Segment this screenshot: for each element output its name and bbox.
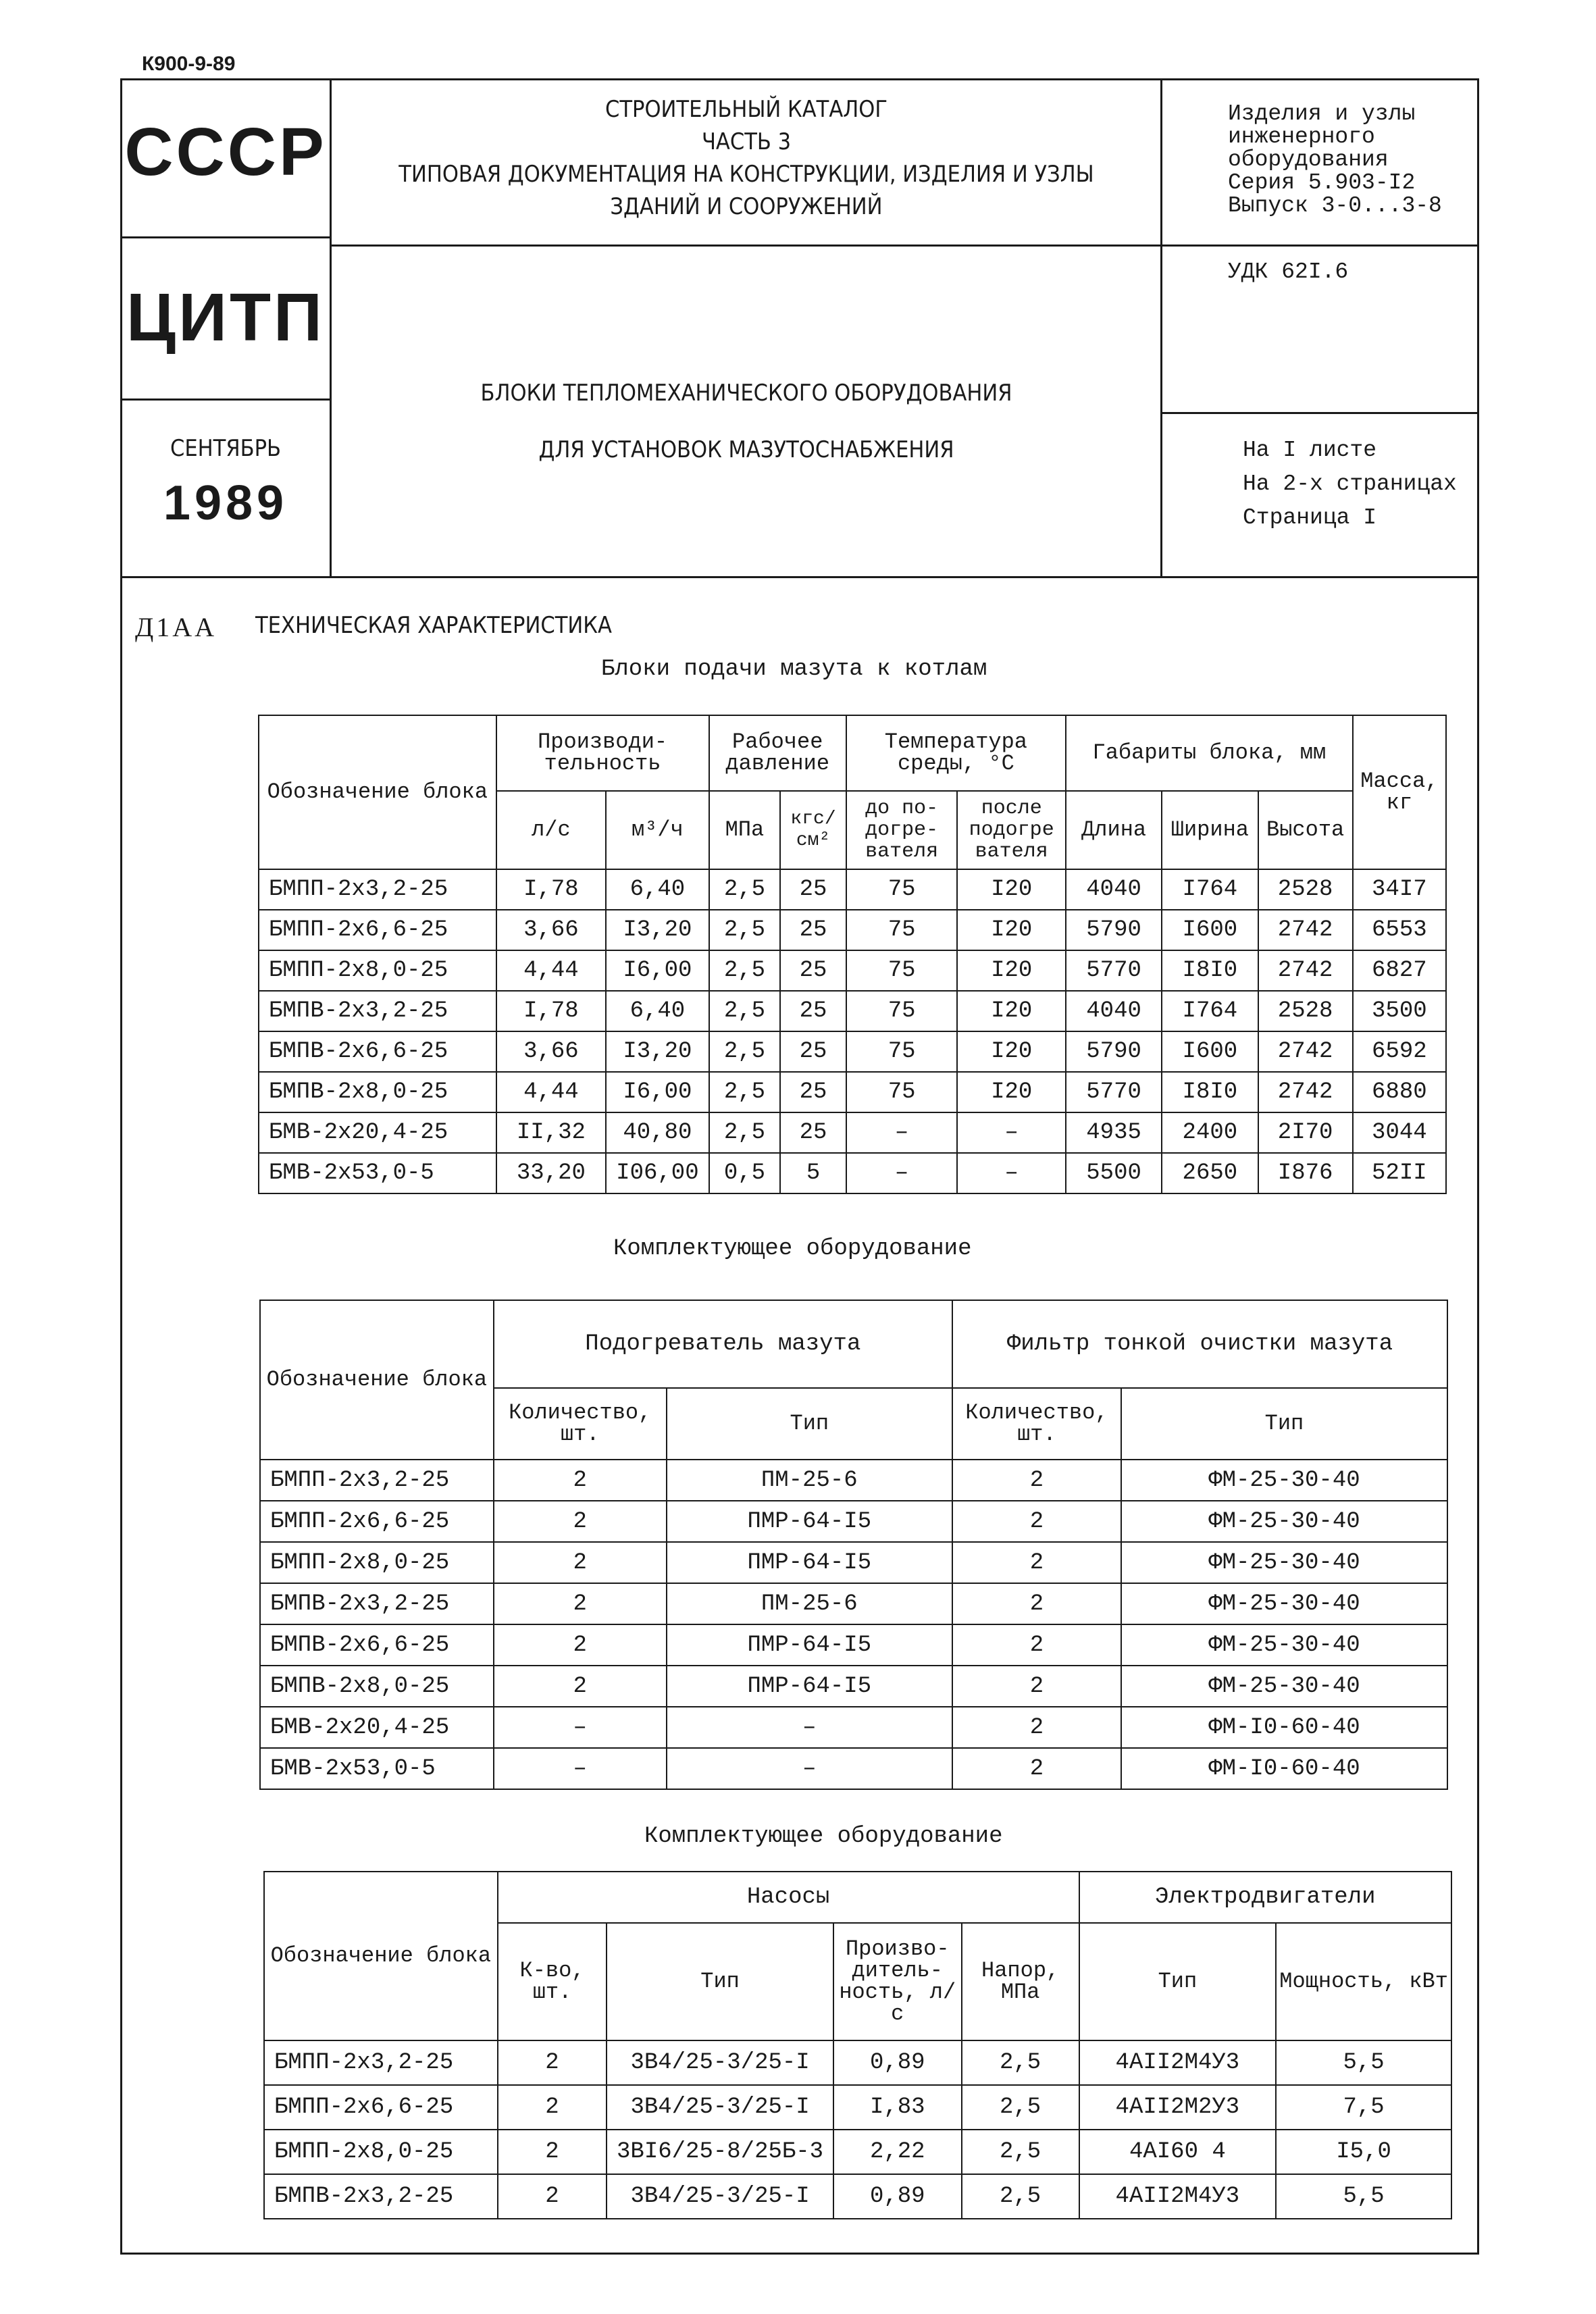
series-line: Изделия и узлы bbox=[1228, 101, 1416, 126]
series-info bbox=[1228, 103, 1471, 217]
table-cell: 25 bbox=[780, 1072, 846, 1112]
t2-h-qty2: Количество, шт. bbox=[952, 1388, 1121, 1460]
table2 bbox=[259, 1300, 1448, 1790]
table-cell: 2528 bbox=[1258, 869, 1353, 910]
table-cell: 2 bbox=[494, 1666, 667, 1707]
table-cell: 2 bbox=[952, 1666, 1121, 1707]
table-cell: 7,5 bbox=[1276, 2085, 1451, 2130]
table-row bbox=[260, 1501, 1447, 1542]
t3-h-type: Тип bbox=[607, 1923, 833, 2040]
table-cell: 2,22 bbox=[833, 2130, 962, 2174]
table1-caption: Блоки подачи мазута к котлам bbox=[601, 657, 987, 682]
t1-h-after: после подогре вателя bbox=[957, 791, 1066, 869]
table-cell: 2I70 bbox=[1258, 1112, 1353, 1153]
table-cell: 2400 bbox=[1162, 1112, 1258, 1153]
table-cell: 2742 bbox=[1258, 1031, 1353, 1072]
table-cell: 5770 bbox=[1066, 1072, 1162, 1112]
table-cell: 25 bbox=[780, 910, 846, 950]
header-bottom-line bbox=[120, 576, 1479, 578]
table-row bbox=[259, 1031, 1446, 1072]
table-cell: – bbox=[667, 1748, 952, 1789]
year-label: 1989 bbox=[163, 476, 288, 530]
table-cell: 2,5 bbox=[709, 910, 781, 950]
table3 bbox=[263, 1871, 1452, 2219]
t1-h-kgs: кгс/см² bbox=[780, 791, 846, 869]
table-cell: I764 bbox=[1162, 991, 1258, 1031]
table-cell: 6553 bbox=[1353, 910, 1446, 950]
table-cell: 3,66 bbox=[496, 910, 607, 950]
table-cell: 25 bbox=[780, 869, 846, 910]
table-cell: ФМ-I0-60-40 bbox=[1121, 1748, 1447, 1789]
t2-h-type1: Тип bbox=[667, 1388, 952, 1460]
table-cell: ФМ-I0-60-40 bbox=[1121, 1707, 1447, 1748]
table-cell: – bbox=[494, 1707, 667, 1748]
table-row bbox=[264, 2174, 1451, 2219]
row-designation: БМВ-2х53,0-5 bbox=[259, 1153, 496, 1193]
table-cell: – bbox=[846, 1112, 958, 1153]
table-cell: I06,00 bbox=[606, 1153, 709, 1193]
table-cell: 3ВI6/25-8/25Б-3 bbox=[607, 2130, 833, 2174]
document-code: К900-9-89 bbox=[142, 53, 236, 75]
table-cell: 2 bbox=[494, 1460, 667, 1501]
row-designation: БМПП-2х8,0-25 bbox=[264, 2130, 498, 2174]
table-row bbox=[260, 1707, 1447, 1748]
table-cell: 2,5 bbox=[709, 1112, 781, 1153]
table-cell: – bbox=[957, 1153, 1066, 1193]
table-cell: 5770 bbox=[1066, 950, 1162, 991]
table-row bbox=[259, 991, 1446, 1031]
table-row bbox=[264, 2040, 1451, 2085]
table-cell: 2,5 bbox=[962, 2085, 1079, 2130]
row-designation: БМПВ-2х6,6-25 bbox=[260, 1624, 494, 1666]
row-designation: БМПВ-2х3,2-25 bbox=[259, 991, 496, 1031]
catalog-line: ЗДАНИЙ И СООРУЖЕНИЙ bbox=[610, 193, 883, 220]
row-designation: БМПП-2х3,2-25 bbox=[259, 869, 496, 910]
table-cell: 4АII2М4У3 bbox=[1079, 2174, 1277, 2219]
table-cell: ФМ-25-30-40 bbox=[1121, 1501, 1447, 1542]
table-cell: ПМ-25-6 bbox=[667, 1583, 952, 1624]
citp-label: ЦИТП bbox=[126, 280, 325, 355]
table-cell: 75 bbox=[846, 910, 958, 950]
table-row bbox=[259, 950, 1446, 991]
table-cell: I764 bbox=[1162, 869, 1258, 910]
t1-h-hei: Высота bbox=[1258, 791, 1353, 869]
sheet-line: На 2-х страницах bbox=[1243, 471, 1457, 496]
table-cell: 2,5 bbox=[962, 2130, 1079, 2174]
table-cell: 4,44 bbox=[496, 950, 607, 991]
t1-h-pressure: Рабочее давление bbox=[709, 715, 846, 791]
header-line-left-2 bbox=[120, 398, 331, 401]
t2-h-designation: Обозначение блока bbox=[260, 1300, 494, 1460]
table-cell: 5 bbox=[780, 1153, 846, 1193]
table-cell: I20 bbox=[957, 950, 1066, 991]
table-row bbox=[259, 1112, 1446, 1153]
table-cell: ФМ-25-30-40 bbox=[1121, 1666, 1447, 1707]
t3-h-head: Напор, МПа bbox=[962, 1923, 1079, 2040]
table-cell: ФМ-25-30-40 bbox=[1121, 1583, 1447, 1624]
table-cell: I20 bbox=[957, 1031, 1066, 1072]
table-cell: 2,5 bbox=[709, 950, 781, 991]
t1-h-capacity: Производи-тельность bbox=[496, 715, 709, 791]
table3-caption: Комплектующее оборудование bbox=[644, 1824, 1003, 1849]
table-cell: ПМР-64-I5 bbox=[667, 1501, 952, 1542]
table-cell: I6,00 bbox=[606, 1072, 709, 1112]
t2-h-filter: Фильтр тонкой очистки мазута bbox=[952, 1300, 1447, 1388]
udk-label: УДК 62I.6 bbox=[1228, 259, 1349, 284]
table-cell: 2 bbox=[952, 1542, 1121, 1583]
table1 bbox=[258, 715, 1447, 1194]
table-cell: 2528 bbox=[1258, 991, 1353, 1031]
table-row bbox=[260, 1624, 1447, 1666]
table-cell: 4,44 bbox=[496, 1072, 607, 1112]
table-cell: 5500 bbox=[1066, 1153, 1162, 1193]
row-designation: БМПВ-2х3,2-25 bbox=[260, 1583, 494, 1624]
table-cell: I8I0 bbox=[1162, 950, 1258, 991]
table-cell: 2 bbox=[952, 1460, 1121, 1501]
row-designation: БМВ-2х53,0-5 bbox=[260, 1748, 494, 1789]
table-row bbox=[260, 1542, 1447, 1583]
t2-h-qty1: Количество, шт. bbox=[494, 1388, 667, 1460]
table-cell: 2,5 bbox=[709, 869, 781, 910]
table-cell: ФМ-25-30-40 bbox=[1121, 1460, 1447, 1501]
table-row bbox=[260, 1666, 1447, 1707]
row-designation: БМПВ-2х3,2-25 bbox=[264, 2174, 498, 2219]
t3-h-motors: Электродвигатели bbox=[1079, 1872, 1451, 1923]
header-line-right-1 bbox=[1162, 245, 1479, 247]
catalog-title bbox=[338, 93, 1155, 223]
table-cell: 75 bbox=[846, 1072, 958, 1112]
table-cell: 2742 bbox=[1258, 1072, 1353, 1112]
table-cell: 2 bbox=[494, 1583, 667, 1624]
t1-h-temp: Температура среды, °С bbox=[846, 715, 1066, 791]
table-row bbox=[260, 1460, 1447, 1501]
table-cell: – bbox=[667, 1707, 952, 1748]
table-cell: 2742 bbox=[1258, 910, 1353, 950]
row-designation: БМВ-2х20,4-25 bbox=[260, 1707, 494, 1748]
table-cell: 3В4/25-3/25-I bbox=[607, 2040, 833, 2085]
t1-h-len: Длина bbox=[1066, 791, 1162, 869]
table-cell: II,32 bbox=[496, 1112, 607, 1153]
table-cell: 2 bbox=[952, 1624, 1121, 1666]
document-title-line-2: ДЛЯ УСТАНОВОК МАЗУТОСНАБЖЕНИЯ bbox=[538, 436, 954, 463]
series-line: оборудования bbox=[1228, 147, 1389, 172]
table-cell: 33,20 bbox=[496, 1153, 607, 1193]
table-cell: 3500 bbox=[1353, 991, 1446, 1031]
table-cell: ПМР-64-I5 bbox=[667, 1624, 952, 1666]
table-cell: – bbox=[957, 1112, 1066, 1153]
table-row bbox=[259, 1072, 1446, 1112]
table-cell: ПМР-64-I5 bbox=[667, 1542, 952, 1583]
table-cell: 2 bbox=[494, 1542, 667, 1583]
table-cell: 3,66 bbox=[496, 1031, 607, 1072]
table-cell: I20 bbox=[957, 1072, 1066, 1112]
month-label: СЕНТЯБРЬ bbox=[170, 435, 282, 462]
table-cell: ФМ-25-30-40 bbox=[1121, 1624, 1447, 1666]
table-cell: 2,5 bbox=[709, 991, 781, 1031]
series-line: Серия 5.903-I2 bbox=[1228, 170, 1416, 195]
table-cell: 2,5 bbox=[962, 2174, 1079, 2219]
table-cell: 2 bbox=[952, 1501, 1121, 1542]
table-cell: 25 bbox=[780, 950, 846, 991]
table-cell: 75 bbox=[846, 869, 958, 910]
table-cell: I3,20 bbox=[606, 1031, 709, 1072]
table-cell: 0,89 bbox=[833, 2040, 962, 2085]
table-cell: 2,5 bbox=[709, 1072, 781, 1112]
catalog-line: ТИПОВАЯ ДОКУМЕНТАЦИЯ НА КОНСТРУКЦИИ, ИЗДЕЛИЯ И УЗЛЫ bbox=[398, 161, 1094, 188]
table-cell: I20 bbox=[957, 910, 1066, 950]
row-designation: БМПП-2х3,2-25 bbox=[260, 1460, 494, 1501]
header-line-mid bbox=[331, 245, 1162, 247]
t3-h-power: Мощность, кВт bbox=[1276, 1923, 1451, 2040]
table-cell: 2,5 bbox=[962, 2040, 1079, 2085]
table-cell: 40,80 bbox=[606, 1112, 709, 1153]
table-cell: 2 bbox=[494, 1624, 667, 1666]
table-cell: 75 bbox=[846, 1031, 958, 1072]
table-cell: 2 bbox=[952, 1748, 1121, 1789]
t2-h-heater: Подогреватель мазута bbox=[494, 1300, 952, 1388]
header-line-right-2 bbox=[1162, 412, 1479, 414]
table-cell: I876 bbox=[1258, 1153, 1353, 1193]
table-cell: I600 bbox=[1162, 1031, 1258, 1072]
t1-h-mpa: МПа bbox=[709, 791, 781, 869]
row-designation: БМПП-2х8,0-25 bbox=[260, 1542, 494, 1583]
table-cell: I600 bbox=[1162, 910, 1258, 950]
table-cell: ФМ-25-30-40 bbox=[1121, 1542, 1447, 1583]
table-cell: 2,5 bbox=[709, 1031, 781, 1072]
table-cell: 34I7 bbox=[1353, 869, 1446, 910]
table-cell: I,78 bbox=[496, 991, 607, 1031]
table-cell: 6880 bbox=[1353, 1072, 1446, 1112]
row-designation: БМПВ-2х6,6-25 bbox=[259, 1031, 496, 1072]
table-cell: I8I0 bbox=[1162, 1072, 1258, 1112]
t1-h-before: до по-догре-вателя bbox=[846, 791, 958, 869]
table-cell: – bbox=[494, 1748, 667, 1789]
table-cell: 2 bbox=[498, 2130, 607, 2174]
table-cell: 75 bbox=[846, 991, 958, 1031]
table-cell: 4040 bbox=[1066, 869, 1162, 910]
table-cell: 4АI60 4 bbox=[1079, 2130, 1277, 2174]
table-cell: 25 bbox=[780, 1112, 846, 1153]
table-cell: 3В4/25-3/25-I bbox=[607, 2085, 833, 2130]
table-cell: I20 bbox=[957, 991, 1066, 1031]
table-cell: I,83 bbox=[833, 2085, 962, 2130]
table-cell: I,78 bbox=[496, 869, 607, 910]
t1-h-mass: Масса, кг bbox=[1353, 715, 1446, 869]
t3-h-mtype: Тип bbox=[1079, 1923, 1277, 2040]
t3-h-pumps: Насосы bbox=[498, 1872, 1079, 1923]
table-cell: 2 bbox=[498, 2174, 607, 2219]
table-cell: 25 bbox=[780, 991, 846, 1031]
t3-h-qty: К-во, шт. bbox=[498, 1923, 607, 2040]
row-designation: БМПП-2х8,0-25 bbox=[259, 950, 496, 991]
table-cell: 3044 bbox=[1353, 1112, 1446, 1153]
table-cell: 0,89 bbox=[833, 2174, 962, 2219]
sheet-line: Страница I bbox=[1243, 505, 1377, 530]
table-cell: 5,5 bbox=[1276, 2174, 1451, 2219]
t1-h-ls: л/с bbox=[496, 791, 607, 869]
table-cell: ПМР-64-I5 bbox=[667, 1666, 952, 1707]
table-cell: 2 bbox=[494, 1501, 667, 1542]
t3-h-capacity: Произво-дитель-ность, л/с bbox=[833, 1923, 962, 2040]
table-cell: 2650 bbox=[1162, 1153, 1258, 1193]
table-cell: 3В4/25-3/25-I bbox=[607, 2174, 833, 2219]
document-title-line-1: БЛОКИ ТЕПЛОМЕХАНИЧЕСКОГО ОБОРУДОВАНИЯ bbox=[480, 380, 1012, 407]
table-cell: 6592 bbox=[1353, 1031, 1446, 1072]
table-cell: 5790 bbox=[1066, 1031, 1162, 1072]
series-line: инженерного bbox=[1228, 124, 1375, 149]
table-cell: 75 bbox=[846, 950, 958, 991]
table-cell: 6,40 bbox=[606, 869, 709, 910]
header-line-left-1 bbox=[120, 236, 331, 238]
table-cell: 5,5 bbox=[1276, 2040, 1451, 2085]
table-cell: I20 bbox=[957, 869, 1066, 910]
row-designation: БМПП-2х3,2-25 bbox=[264, 2040, 498, 2085]
t2-h-type2: Тип bbox=[1121, 1388, 1447, 1460]
table-row bbox=[264, 2130, 1451, 2174]
table-cell: 25 bbox=[780, 1031, 846, 1072]
table-cell: 5790 bbox=[1066, 910, 1162, 950]
table-cell: 4АII2М2У3 bbox=[1079, 2085, 1277, 2130]
table-row bbox=[260, 1583, 1447, 1624]
table-row bbox=[259, 1153, 1446, 1193]
t3-h-designation: Обозначение блока bbox=[264, 1872, 498, 2040]
t1-h-dims: Габариты блока, мм bbox=[1066, 715, 1353, 791]
table2-caption: Комплектующее оборудование bbox=[613, 1236, 972, 1262]
sheet-info bbox=[1243, 434, 1457, 535]
table-cell: – bbox=[846, 1153, 958, 1193]
table-cell: 4040 bbox=[1066, 991, 1162, 1031]
table-row bbox=[260, 1748, 1447, 1789]
t1-h-wid: Ширина bbox=[1162, 791, 1258, 869]
table-cell: I5,0 bbox=[1276, 2130, 1451, 2174]
table-cell: ПМ-25-6 bbox=[667, 1460, 952, 1501]
row-designation: БМПП-2х6,6-25 bbox=[259, 910, 496, 950]
table-cell: I3,20 bbox=[606, 910, 709, 950]
table-row bbox=[264, 2085, 1451, 2130]
series-line: Выпуск 3-0...3-8 bbox=[1228, 193, 1442, 218]
row-designation: БМПП-2х6,6-25 bbox=[264, 2085, 498, 2130]
catalog-line: СТРОИТЕЛЬНЫЙ КАТАЛОГ bbox=[605, 96, 887, 123]
row-designation: БМПВ-2х8,0-25 bbox=[259, 1072, 496, 1112]
row-designation: БМПВ-2х8,0-25 bbox=[260, 1666, 494, 1707]
table-cell: 2 bbox=[952, 1583, 1121, 1624]
table-row bbox=[259, 910, 1446, 950]
header-divider-right bbox=[1160, 78, 1162, 578]
table-row bbox=[259, 869, 1446, 910]
table-cell: 0,5 bbox=[709, 1153, 781, 1193]
table-cell: 2 bbox=[952, 1707, 1121, 1748]
sheet-line: На I листе bbox=[1243, 438, 1377, 463]
table-cell: 6,40 bbox=[606, 991, 709, 1031]
ussr-label: СССР bbox=[124, 114, 327, 190]
table-cell: 6827 bbox=[1353, 950, 1446, 991]
t1-h-designation: Обозначение блока bbox=[259, 715, 496, 869]
row-designation: БМВ-2х20,4-25 bbox=[259, 1112, 496, 1153]
table-cell: 4935 bbox=[1066, 1112, 1162, 1153]
t1-h-m3h: м³/ч bbox=[606, 791, 709, 869]
table-cell: 4АII2М4У3 bbox=[1079, 2040, 1277, 2085]
table-cell: 2 bbox=[498, 2040, 607, 2085]
section-code: Д1АА bbox=[135, 612, 217, 642]
row-designation: БМПП-2х6,6-25 bbox=[260, 1501, 494, 1542]
header-divider-left bbox=[330, 78, 332, 578]
table-cell: 2 bbox=[498, 2085, 607, 2130]
table-cell: 2742 bbox=[1258, 950, 1353, 991]
table-cell: I6,00 bbox=[606, 950, 709, 991]
table-cell: 52II bbox=[1353, 1153, 1446, 1193]
section-title: ТЕХНИЧЕСКАЯ ХАРАКТЕРИСТИКА bbox=[255, 612, 612, 639]
catalog-line: ЧАСТЬ 3 bbox=[701, 128, 792, 155]
